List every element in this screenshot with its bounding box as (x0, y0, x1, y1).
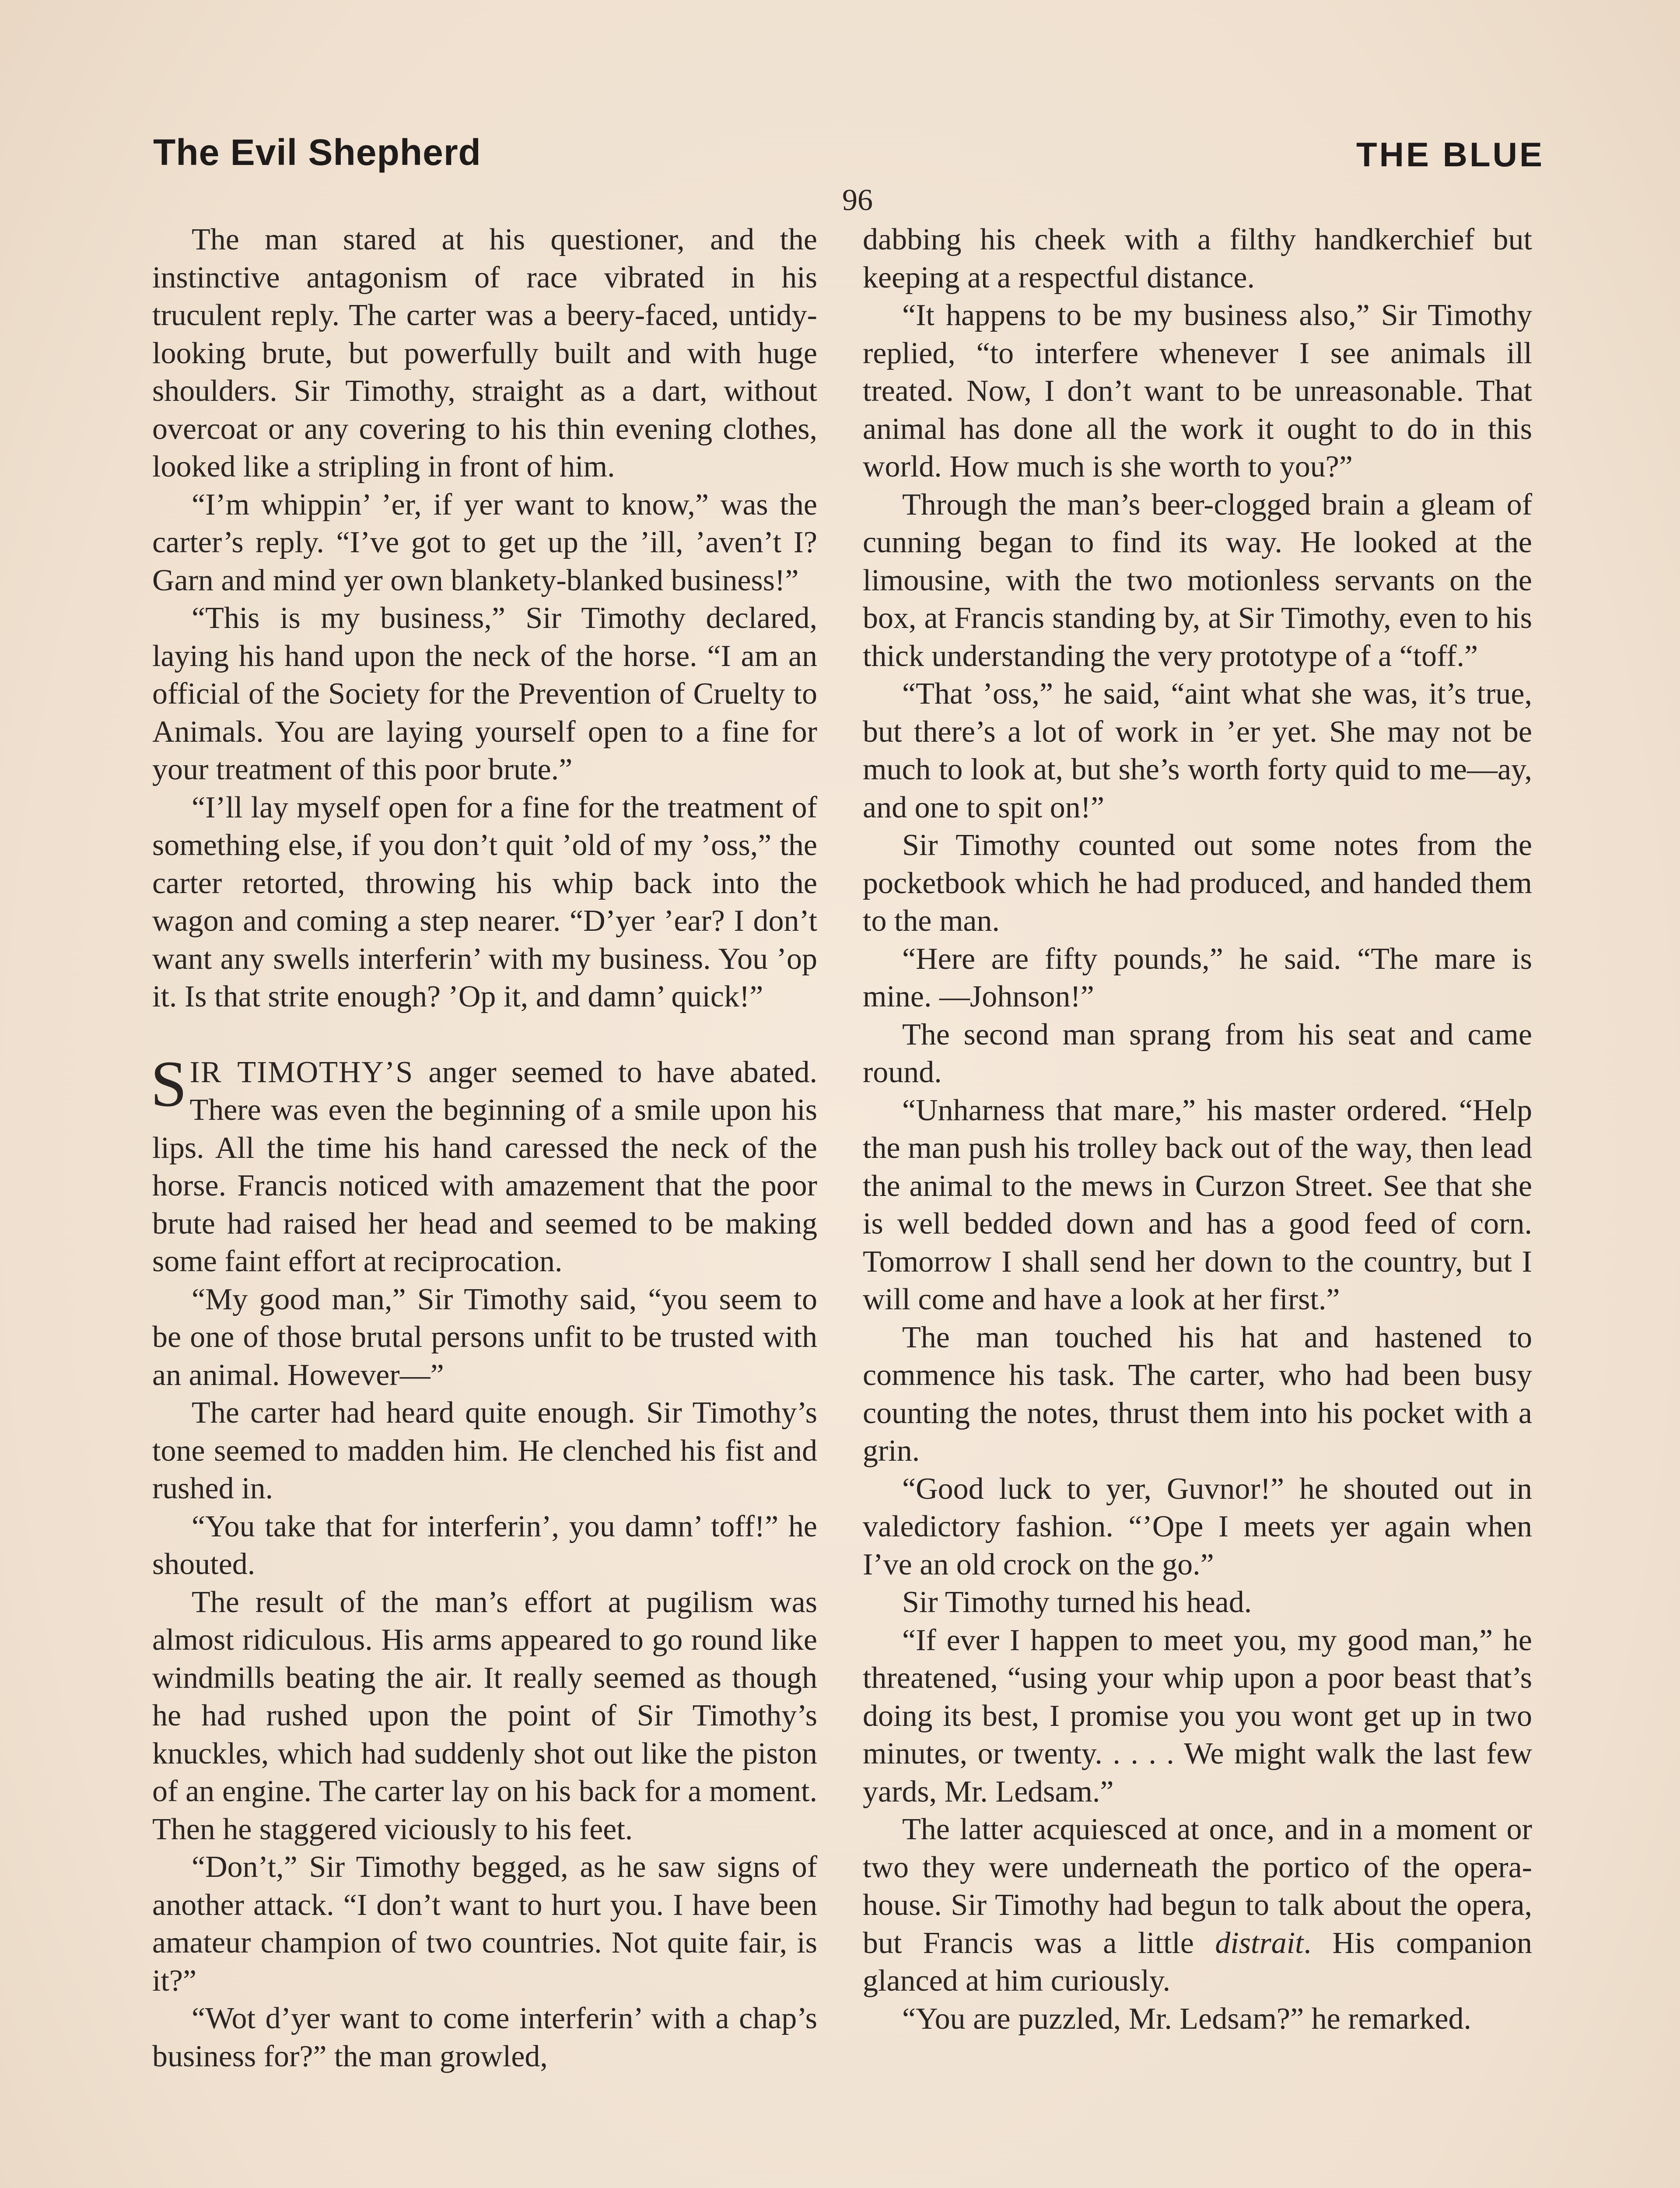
paragraph: “Don’t,” Sir Timothy begged, as he saw signs of another attack. “I don’t want to hurt you. I have been amateur champion of two countries. Not quite fair, is it?” (152, 1850, 817, 1998)
paragraph: “That ’oss,” he said, “aint what she was, it’s true, but there’s a lot of work in ’er yet. She may not be much to look at, but she’s worth forty quid to me—ay, and one to spit on!” (863, 677, 1532, 824)
paragraph: “If ever I happen to meet you, my good man,” he threatened, “using your whip upon a poor beast that’s doing its best, I promise you you wont get up in two minutes, or twenty. . . . . We might walk the last few yards, Mr. Ledsam.” (863, 1623, 1532, 1809)
paragraph-continued: dabbing his cheek with a filthy handkerchief but keeping at a respectful distance. (863, 223, 1532, 295)
paragraph: “I’ll lay myself open for a fine for the treatment of something else, if you don’t quit ’old of my ’oss,” the carter retorted, throwing his whip back into the wagon and coming a step nearer. “D’yer ’ear? I don’t want any swells interferin’ with my business. You ’op it. Is that strite enough? ’Op it, and damn’ quick!” (152, 790, 817, 1013)
small-caps-lead: IR TIMOTHY’S (189, 1055, 414, 1089)
paragraph (863, 1811, 1532, 2000)
paragraph: “I’m whippin’ ’er, if yer want to know,” was the carter’s reply. “I’ve got to get up the ’ill, ’aven’t I? Garn and mind yer own blankety-blanked business!” (152, 487, 817, 597)
magazine-title: THE BLUE (1356, 135, 1544, 174)
paragraph: “Wot d’yer want to come interferin’ with a chap’s business for?” the man growled, (152, 2002, 817, 2073)
page-number: 96 (842, 183, 873, 217)
paragraph: Sir Timothy turned his head. (902, 1585, 1252, 1619)
paragraph-text: The latter acquiesced at once, and in a moment or two they were underneath the portico of the opera-house. Sir Timothy had begun to talk about the opera, but Francis was a little (863, 1813, 1532, 1960)
paragraph: “It happens to be my business also,” Sir Timothy replied, “to interfere whenever I see animals ill treated. Now, I don’t want to be unreasonable. That animal has done all the work it ought to do in this world. How much is she worth to you?” (863, 298, 1532, 484)
story-title: The Evil Shepherd (153, 132, 481, 173)
paragraph: “You are puzzled, Mr. Ledsam?” he remarked. (902, 2002, 1471, 2036)
paragraph: “My good man,” Sir Timothy said, “you seem to be one of those brutal persons unfit to be trusted with an animal. However—” (152, 1282, 817, 1392)
left-column (152, 221, 817, 2076)
italic-word: distrait (1215, 1926, 1304, 1960)
paragraph: Sir Timothy counted out some notes from the pocketbook which he had produced, and handed them to the man. (863, 828, 1532, 938)
section-opening-paragraph (150, 1047, 818, 1281)
running-header (153, 131, 1544, 179)
right-column (863, 221, 1532, 2038)
paragraph-text: . His companion glanced at him curiously. (863, 1926, 1532, 1998)
paragraph: “Here are fifty pounds,” he said. “The mare is mine. —Johnson!” (863, 942, 1532, 1013)
paragraph: “This is my business,” Sir Timothy declared, laying his hand upon the neck of the horse. “I am an official of the Society for the Prevention of Cruelty to Animals. You are laying yourself open to a fine for your treatment of this poor brute.” (152, 601, 817, 786)
drop-cap: S (150, 1047, 187, 1120)
paragraph: The man stared at his questioner, and the instinctive antagonism of race vibrated in his truculent reply. The carter was a beery-faced, untidy-looking brute, but powerfully built and with huge shoulders. Sir Timothy, straight as a dart, without overcoat or any covering to his thin evening clothes, looked like a stripling in front of him. (152, 223, 817, 484)
paragraph: Through the man’s beer-clogged brain a gleam of cunning began to find its way. He looked at the limousine, with the two motionless servants on the box, at Francis standing by, at Sir Timothy, even to his thick understanding the very prototype of a “toff.” (863, 487, 1532, 673)
paragraph: “You take that for interferin’, you damn’ toff!” he shouted. (152, 1509, 817, 1581)
paragraph: “Unharness that mare,” his master ordered. “Help the man push his trolley back out of the way, then lead the animal to the mews in Curzon Street. See that she is well bedded down and has a good feed of corn. Tomorrow I shall send her down to the country, but I will come and have a look at her first.” (863, 1093, 1532, 1316)
paragraph: “Good luck to yer, Guvnor!” he shouted out in valedictory fashion. “’Ope I meets yer again when I’ve an old crock on the go.” (863, 1472, 1532, 1581)
paragraph: The second man sprang from his seat and came round. (863, 1017, 1532, 1089)
paragraph: The carter had heard quite enough. Sir Timothy’s tone seemed to madden him. He clenched his fist and rushed in. (152, 1396, 817, 1505)
paragraph: The result of the man’s effort at pugilism was almost ridiculous. His arms appeared to go round like windmills beating the air. It really seemed as though he had rushed upon the point of Sir Timothy’s knuckles, which had suddenly shot out like the piston of an engine. The carter lay on his back for a moment. Then he staggered viciously to his feet. (152, 1585, 817, 1846)
paragraph-text: anger seemed to have abated. There was even the beginning of a smile upon his lips. All the time his hand caressed the neck of the horse. Francis noticed with amazement that the poor brute had raised her head and seemed to be making some faint effort at reciprocation. (152, 1055, 818, 1278)
paragraph: The man touched his hat and hastened to commence his task. The carter, who had been busy counting the notes, thrust them into his pocket with a grin. (863, 1320, 1532, 1468)
